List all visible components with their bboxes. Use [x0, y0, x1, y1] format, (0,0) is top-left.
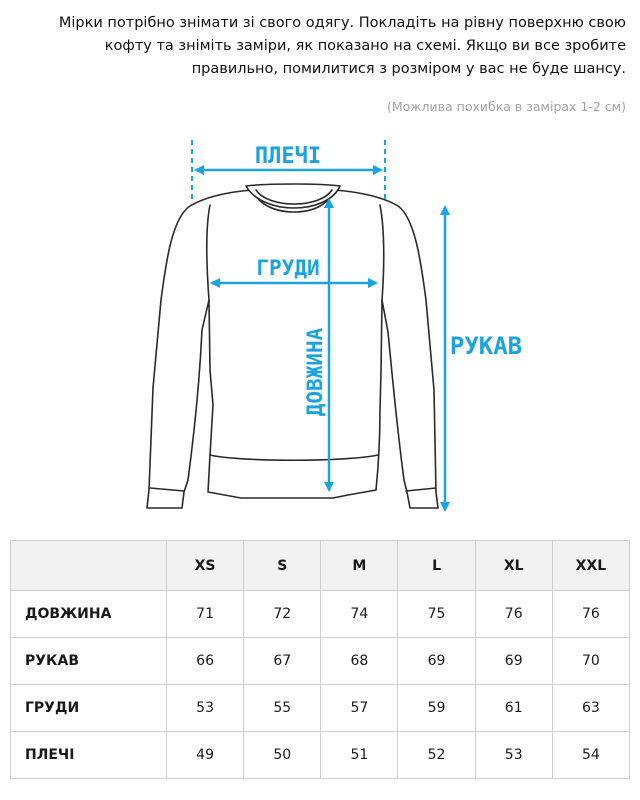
size-header-m: M	[321, 541, 398, 591]
size-header-row	[11, 541, 630, 591]
table-cell: 63	[552, 685, 629, 732]
table-cell: 54	[552, 732, 629, 779]
corner-cell	[11, 541, 167, 591]
chest-label: ГРУДИ	[256, 256, 320, 280]
intro-text: Мірки потрібно знімати зі свого одягу. Покладіть на рівну поверхню свою кофту та зніміть заміри, як показано на схемі. Якщо ви все зробите правильно, помилитися з розміром у вас не буде шансу.	[58, 15, 626, 77]
size-header-s: S	[244, 541, 321, 591]
table-cell: 57	[321, 685, 398, 732]
table-cell: 59	[398, 685, 475, 732]
table-cell: 70	[552, 638, 629, 685]
table-cell: 71	[167, 591, 244, 638]
table-cell: 76	[552, 591, 629, 638]
table-cell: 69	[398, 638, 475, 685]
row-label: ПЛЕЧІ	[11, 732, 167, 779]
table-cell: 49	[167, 732, 244, 779]
table-cell: 66	[167, 638, 244, 685]
table-cell: 76	[475, 591, 552, 638]
size-header-xxl: XXL	[552, 541, 629, 591]
table-cell: 53	[167, 685, 244, 732]
sleeve-label: РУКАВ	[449, 332, 523, 360]
size-table	[10, 540, 630, 779]
table-row	[11, 685, 630, 732]
measurement-error-note: (Можлива похибка в замірах 1-2 см)	[386, 99, 626, 114]
table-cell: 72	[244, 591, 321, 638]
table-cell: 53	[475, 732, 552, 779]
row-label: ДОВЖИНА	[11, 591, 167, 638]
size-header-l: L	[398, 541, 475, 591]
sweater-measurement-diagram	[0, 130, 640, 530]
row-label: ГРУДИ	[11, 685, 167, 732]
size-header-xl: XL	[475, 541, 552, 591]
table-row	[11, 591, 630, 638]
table-cell: 67	[244, 638, 321, 685]
table-cell: 61	[475, 685, 552, 732]
table-cell: 69	[475, 638, 552, 685]
table-cell: 55	[244, 685, 321, 732]
size-header-xs: XS	[167, 541, 244, 591]
table-cell: 74	[321, 591, 398, 638]
shoulders-label: ПЛЕЧІ	[254, 144, 322, 169]
length-label: ДОВЖИНА	[303, 327, 327, 417]
table-cell: 68	[321, 638, 398, 685]
table-cell: 52	[398, 732, 475, 779]
sleeve-measure	[445, 207, 522, 510]
table-row	[11, 732, 630, 779]
table-cell: 75	[398, 591, 475, 638]
sweater-outline	[147, 184, 438, 508]
table-row	[11, 638, 630, 685]
table-cell: 50	[244, 732, 321, 779]
table-cell: 51	[321, 732, 398, 779]
row-label: РУКАВ	[11, 638, 167, 685]
